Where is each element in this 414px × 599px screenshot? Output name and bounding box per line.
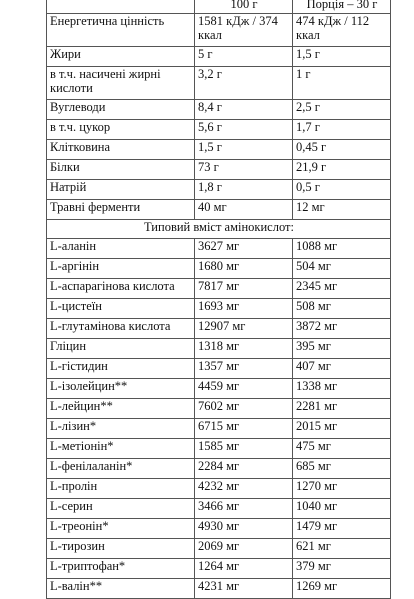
serving-cell: 1 г — [293, 67, 391, 100]
serving-cell: 0,5 г — [293, 180, 391, 200]
table-row — [47, 180, 391, 200]
per100-cell: 4232 мг — [195, 479, 293, 499]
per100-cell: 40 мг — [195, 200, 293, 220]
per100-cell: 7602 мг — [195, 399, 293, 419]
nutrition-table — [46, 0, 391, 599]
per100-cell: 12907 мг — [195, 319, 293, 339]
table-row — [47, 319, 391, 339]
name-cell: L-ізолейцин** — [47, 379, 195, 399]
serving-cell: 21,9 г — [293, 160, 391, 180]
per100-cell: 1680 мг — [195, 259, 293, 279]
name-cell: L-цистеїн — [47, 299, 195, 319]
header-empty-cell — [47, 0, 195, 14]
name-cell: L-фенілаланін* — [47, 459, 195, 479]
table-row — [47, 439, 391, 459]
per100-cell: 7817 мг — [195, 279, 293, 299]
per100-cell: 1581 кДж / 374 ккал — [195, 14, 293, 47]
table-row — [47, 299, 391, 319]
name-cell: в т.ч. цукор — [47, 120, 195, 140]
per100-cell: 1,8 г — [195, 180, 293, 200]
serving-cell: 2,5 г — [293, 100, 391, 120]
table-row — [47, 399, 391, 419]
serving-cell: 1338 мг — [293, 379, 391, 399]
name-cell: L-аланін — [47, 239, 195, 259]
table-row — [47, 499, 391, 519]
table-row — [47, 339, 391, 359]
serving-cell: 1479 мг — [293, 519, 391, 539]
table-row — [47, 239, 391, 259]
header-per100: 100 г — [195, 0, 293, 14]
serving-cell: 504 мг — [293, 259, 391, 279]
serving-cell: 1270 мг — [293, 479, 391, 499]
table-row — [47, 519, 391, 539]
serving-cell: 621 мг — [293, 539, 391, 559]
table-row — [47, 14, 391, 47]
serving-cell: 1088 мг — [293, 239, 391, 259]
name-cell: Жири — [47, 47, 195, 67]
table-header-row — [47, 0, 391, 14]
table-row — [47, 279, 391, 299]
table-row — [47, 100, 391, 120]
serving-cell: 2345 мг — [293, 279, 391, 299]
per100-cell: 4930 мг — [195, 519, 293, 539]
serving-cell: 407 мг — [293, 359, 391, 379]
serving-cell: 3872 мг — [293, 319, 391, 339]
name-cell: L-лейцин** — [47, 399, 195, 419]
name-cell: Гліцин — [47, 339, 195, 359]
name-cell: Білки — [47, 160, 195, 180]
per100-cell: 3466 мг — [195, 499, 293, 519]
table-row — [47, 140, 391, 160]
name-cell: Вуглеводи — [47, 100, 195, 120]
serving-cell: 12 мг — [293, 200, 391, 220]
per100-cell: 1357 мг — [195, 359, 293, 379]
name-cell: L-тирозин — [47, 539, 195, 559]
serving-cell: 1040 мг — [293, 499, 391, 519]
per100-cell: 2284 мг — [195, 459, 293, 479]
serving-cell: 474 кДж / 112 ккал — [293, 14, 391, 47]
name-cell: L-пролін — [47, 479, 195, 499]
name-cell: L-треонін* — [47, 519, 195, 539]
table-row — [47, 67, 391, 100]
name-cell: L-гістидин — [47, 359, 195, 379]
per100-cell: 3,2 г — [195, 67, 293, 100]
name-cell: L-серин — [47, 499, 195, 519]
per100-cell: 1318 мг — [195, 339, 293, 359]
per100-cell: 1585 мг — [195, 439, 293, 459]
table-row — [47, 200, 391, 220]
per100-cell: 4459 мг — [195, 379, 293, 399]
name-cell: Енергетична цінність — [47, 14, 195, 47]
table-row — [47, 160, 391, 180]
name-cell: в т.ч. насичені жирні кислоти — [47, 67, 195, 100]
table-row — [47, 459, 391, 479]
serving-cell: 685 мг — [293, 459, 391, 479]
table-row — [47, 419, 391, 439]
serving-cell: 379 мг — [293, 559, 391, 579]
per100-cell: 5 г — [195, 47, 293, 67]
name-cell: L-аспарагінова кислота — [47, 279, 195, 299]
serving-cell: 1,7 г — [293, 120, 391, 140]
name-cell: Натрій — [47, 180, 195, 200]
per100-cell: 8,4 г — [195, 100, 293, 120]
table-row — [47, 539, 391, 559]
name-cell: Травні ферменти — [47, 200, 195, 220]
name-cell: Клітковина — [47, 140, 195, 160]
name-cell: L-аргінін — [47, 259, 195, 279]
serving-cell: 2281 мг — [293, 399, 391, 419]
serving-cell: 395 мг — [293, 339, 391, 359]
name-cell: L-валін** — [47, 579, 195, 599]
serving-cell: 0,45 г — [293, 140, 391, 160]
table-row — [47, 120, 391, 140]
serving-cell: 2015 мг — [293, 419, 391, 439]
per100-cell: 1693 мг — [195, 299, 293, 319]
serving-cell: 475 мг — [293, 439, 391, 459]
name-cell: L-триптофан* — [47, 559, 195, 579]
amino-heading-row — [47, 220, 391, 239]
per100-cell: 2069 мг — [195, 539, 293, 559]
table-row — [47, 479, 391, 499]
table-row — [47, 579, 391, 599]
table-row — [47, 379, 391, 399]
per100-cell: 6715 мг — [195, 419, 293, 439]
serving-cell: 1269 мг — [293, 579, 391, 599]
per100-cell: 4231 мг — [195, 579, 293, 599]
name-cell: L-лізин* — [47, 419, 195, 439]
header-serving: Порція – 30 г — [293, 0, 391, 14]
per100-cell: 5,6 г — [195, 120, 293, 140]
per100-cell: 1,5 г — [195, 140, 293, 160]
table-row — [47, 47, 391, 67]
name-cell: L-метіонін* — [47, 439, 195, 459]
per100-cell: 1264 мг — [195, 559, 293, 579]
nutrition-table-container — [46, 0, 390, 599]
serving-cell: 508 мг — [293, 299, 391, 319]
table-row — [47, 259, 391, 279]
name-cell: L-глутамінова кислота — [47, 319, 195, 339]
serving-cell: 1,5 г — [293, 47, 391, 67]
per100-cell: 73 г — [195, 160, 293, 180]
table-row — [47, 359, 391, 379]
amino-heading: Типовий вміст амінокислот: — [47, 220, 391, 239]
per100-cell: 3627 мг — [195, 239, 293, 259]
